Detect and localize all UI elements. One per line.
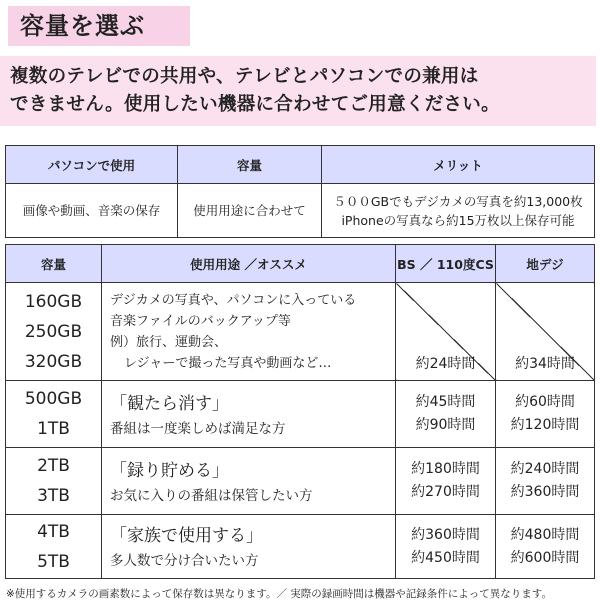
page-heading: 容量を選ぶ	[8, 6, 190, 46]
capacity-value: 4TB	[37, 521, 70, 542]
bs-hours-cell	[396, 448, 496, 515]
hours-value: 約34時間	[515, 356, 575, 372]
pc-usage-table	[5, 145, 595, 238]
footnote: ※使用するカメラの画素数によって保存数は異なります。／ 実際の録画時間は機器や記録条件によって異なります。	[6, 588, 552, 600]
bs-hours-cell	[396, 381, 496, 448]
table-row	[6, 381, 595, 448]
table-row	[6, 515, 595, 579]
capacity-value: 3TB	[37, 486, 70, 506]
usage-title: 「観たら消す」	[110, 393, 229, 414]
hours-value: 約240時間	[510, 461, 580, 477]
capacity-cell	[6, 515, 102, 579]
bs-hours-cell	[396, 515, 496, 579]
usage-title: 「家族で使用する」	[110, 526, 263, 546]
capacity-cell	[6, 381, 102, 448]
capacity-cell	[6, 283, 102, 381]
usage-cell	[102, 381, 396, 448]
pc-merit-cell	[322, 184, 595, 238]
hours-value: 約45時間	[415, 394, 476, 410]
usage-cell	[102, 283, 396, 381]
capacity-value: 250GB	[24, 321, 83, 342]
capacity-value: 500GB	[24, 389, 83, 409]
table-row	[6, 448, 595, 515]
header-capacity: 容量	[6, 245, 102, 283]
hours-value: 約450時間	[411, 549, 480, 566]
merit-line-1: ５００GBでもデジカメの写真を約13,000枚	[333, 193, 583, 209]
capacity-value: 160GB	[24, 291, 83, 312]
chideji-hours-cell	[496, 283, 595, 381]
usage-desc: 番組は一度楽しめば満足な方	[110, 420, 286, 437]
hours-value: 約120時間	[510, 417, 580, 433]
hours-value: 約480時間	[510, 526, 580, 543]
header-pc-use: パソコンで使用	[6, 146, 178, 184]
pc-use-cell: 画像や動画、音楽の保存	[6, 184, 178, 238]
usage-desc: お気に入りの番組は保管したい方	[110, 487, 313, 504]
chideji-hours-cell	[496, 381, 595, 448]
notice-line-2: できません。使用したい機器に合わせてご用意ください。	[10, 94, 500, 115]
header-capacity: 容量	[178, 146, 322, 184]
capacity-value: 320GB	[24, 351, 83, 372]
header-bs-cs: BS ／ 110度CS	[396, 245, 496, 283]
hours-value: 約60時間	[515, 394, 575, 410]
usage-cell	[102, 515, 396, 579]
notice-banner	[0, 56, 596, 126]
header-chideji: 地デジ	[496, 245, 595, 283]
hours-value: 約360時間	[510, 484, 580, 500]
hours-value: 約24時間	[415, 356, 476, 372]
merit-line-2: iPhoneの写真なら約15万枚以上保存可能	[341, 212, 575, 228]
chideji-hours-cell	[496, 515, 595, 579]
header-merit: メリット	[322, 146, 595, 184]
notice-line-1: 複数のテレビでの共用や、テレビとパソコンでの兼用は	[10, 66, 479, 87]
hours-value: 約90時間	[415, 417, 476, 433]
pc-capacity-cell: 使用用途に合わせて	[178, 184, 322, 238]
usage-desc: 多人数で分け合いたい方	[110, 553, 259, 569]
capacity-value: 5TB	[37, 551, 70, 572]
tv-recording-table	[5, 244, 595, 579]
usage-text: 音楽ファイルのバックアップ等	[110, 313, 291, 329]
usage-text: 例）旅行、運動会、	[110, 334, 228, 350]
usage-text: デジカメの写真や、パソコンに入っている	[110, 292, 357, 308]
hours-value: 約600時間	[510, 549, 580, 566]
hours-value: 約180時間	[411, 461, 480, 477]
capacity-value: 1TB	[37, 419, 70, 439]
table-row	[6, 283, 595, 381]
capacity-cell	[6, 448, 102, 515]
usage-text: レジャーで撮った写真や動画など…	[124, 355, 332, 371]
header-usage: 使用用途 ／オススメ	[102, 245, 396, 283]
hours-value: 約270時間	[411, 484, 480, 500]
chideji-hours-cell	[496, 448, 595, 515]
usage-cell	[102, 448, 396, 515]
usage-title: 「録り貯める」	[110, 460, 229, 481]
bs-hours-cell	[396, 283, 496, 381]
hours-value: 約360時間	[411, 526, 480, 543]
capacity-value: 2TB	[37, 456, 70, 476]
